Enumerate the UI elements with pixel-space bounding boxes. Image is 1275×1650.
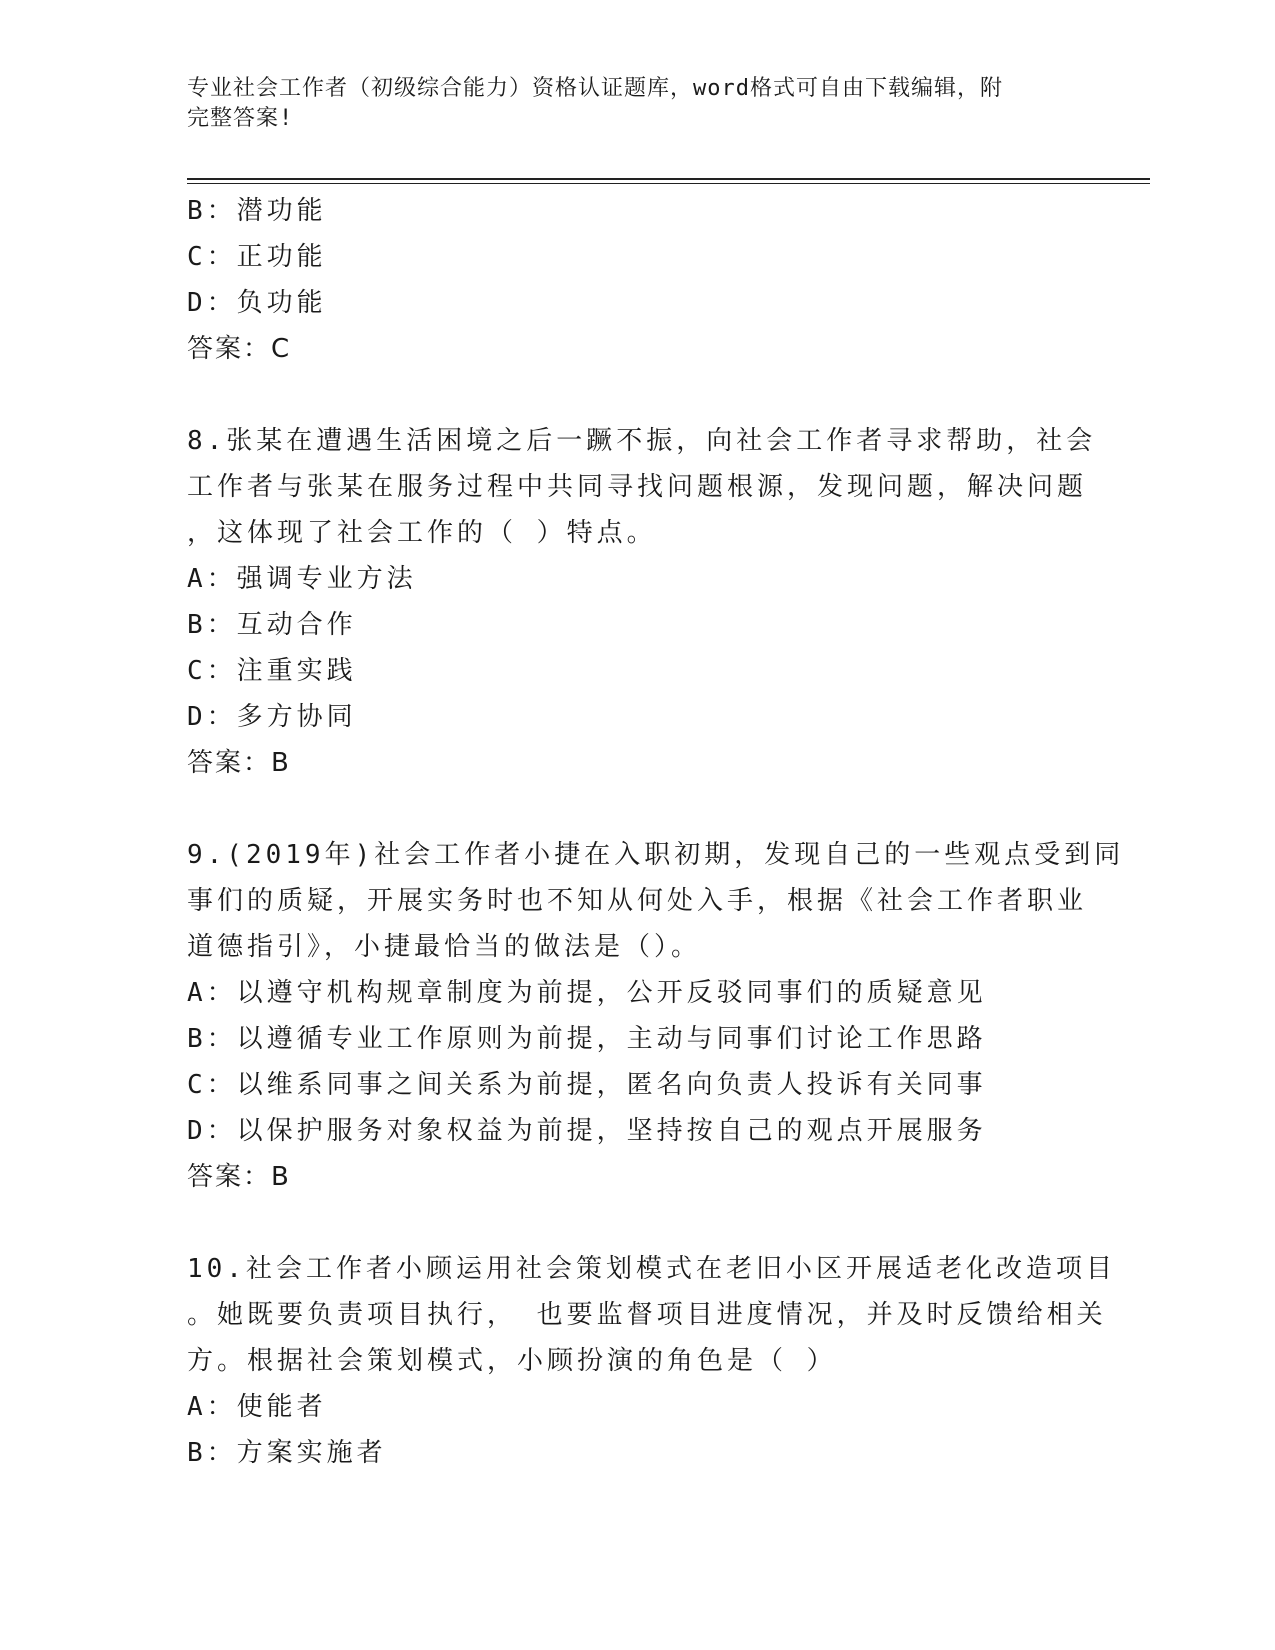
question-7 bbox=[187, 188, 1087, 372]
option-d: D：多方协同 bbox=[187, 702, 357, 732]
spacer bbox=[187, 1200, 1087, 1246]
option-c: C：正功能 bbox=[187, 242, 327, 272]
answer-line: 答案：B bbox=[187, 1162, 291, 1192]
option-a: A：以遵守机构规章制度为前提，公开反驳同事们的质疑意见 bbox=[187, 978, 987, 1008]
question-9 bbox=[187, 832, 1125, 1200]
spacer bbox=[187, 786, 1087, 832]
answer-line: 答案：C bbox=[187, 334, 292, 364]
option-d: D：以保护服务对象权益为前提，坚持按自己的观点开展服务 bbox=[187, 1116, 987, 1146]
stem-line: 8.张某在遭遇生活困境之后一蹶不振，向社会工作者寻求帮助，社会 bbox=[187, 426, 1097, 456]
header-line-2: 完整答案! bbox=[187, 106, 294, 131]
option-b: B：方案实施者 bbox=[187, 1438, 387, 1468]
option-d: D：负功能 bbox=[187, 288, 327, 318]
option-b: B：互动合作 bbox=[187, 610, 357, 640]
stem-line: 方。根据社会策划模式，小顾扮演的角色是（ ） bbox=[187, 1346, 837, 1376]
question-stem bbox=[187, 418, 1097, 556]
page-header bbox=[187, 74, 1067, 134]
stem-line: 工作者与张某在服务过程中共同寻找问题根源，发现问题，解决问题 bbox=[187, 472, 1088, 502]
question-10 bbox=[187, 1246, 1116, 1476]
option-a: A：使能者 bbox=[187, 1392, 327, 1422]
question-8 bbox=[187, 418, 1097, 786]
header-line-1: 专业社会工作者（初级综合能力）资格认证题库，word格式可自由下载编辑，附 bbox=[187, 76, 1003, 101]
stem-line: 事们的质疑，开展实务时也不知从何处入手，根据《社会工作者职业 bbox=[187, 886, 1088, 916]
question-stem bbox=[187, 832, 1125, 970]
option-c: C：注重实践 bbox=[187, 656, 357, 686]
header-divider-thick bbox=[187, 178, 1150, 180]
header-divider-thin bbox=[187, 183, 1150, 184]
option-b: B：潜功能 bbox=[187, 196, 327, 226]
question-content bbox=[187, 188, 1125, 1476]
stem-line: 10.社会工作者小顾运用社会策划模式在老旧小区开展适老化改造项目 bbox=[187, 1254, 1116, 1284]
option-a: A：强调专业方法 bbox=[187, 564, 417, 594]
answer-line: 答案：B bbox=[187, 748, 291, 778]
spacer bbox=[187, 372, 1087, 418]
stem-line: 道德指引》，小捷最恰当的做法是（）。 bbox=[187, 932, 702, 962]
stem-line: 。她既要负责项目执行， 也要监督项目进度情况，并及时反馈给相关 bbox=[187, 1300, 1107, 1330]
stem-line: 9.(2019年)社会工作者小捷在入职初期，发现自己的一些观点受到同 bbox=[187, 840, 1125, 870]
option-c: C：以维系同事之间关系为前提，匿名向负责人投诉有关同事 bbox=[187, 1070, 987, 1100]
option-b: B：以遵循专业工作原则为前提，主动与同事们讨论工作思路 bbox=[187, 1024, 987, 1054]
stem-line: ，这体现了社会工作的（ ）特点。 bbox=[187, 518, 657, 548]
question-stem bbox=[187, 1246, 1116, 1384]
